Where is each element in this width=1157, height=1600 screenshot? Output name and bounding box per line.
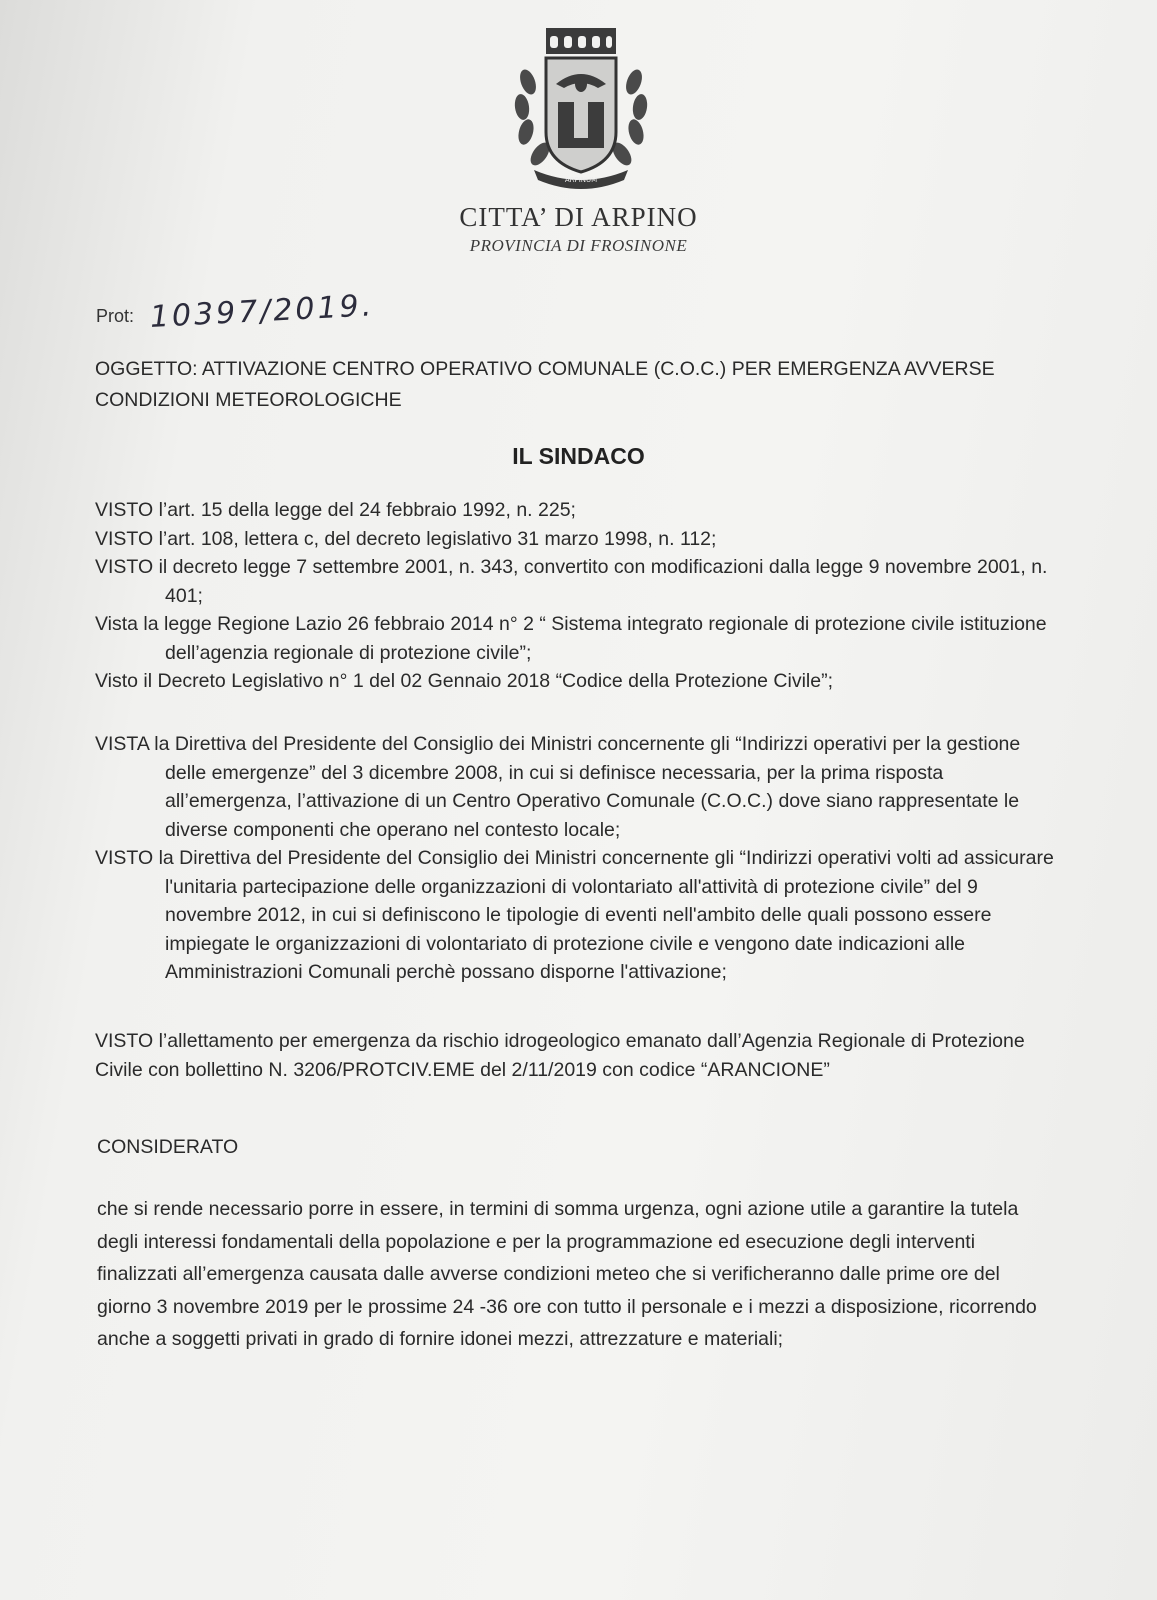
visto-item: VISTO la Direttiva del Presidente del Consiglio dei Ministri concernente gli “Indirizzi operativi volti ad assicurare l'unitaria partecipazione delle organizzazioni di volontariato all'attività di protezione civile” del 9 novembre 2012, in cui si definiscono le tipologie di eventi nell'ambito delle quali possono essere impiegate le organizzazioni di volontariato di protezione civile e vengono date indicazioni alle Amministrazioni Comunali perchè possano disporne l'attivazione;	[95, 847, 1054, 983]
visto-item: VISTO l’art. 108, lettera c, del decreto legislativo 31 marzo 1998, n. 112;	[95, 527, 717, 550]
visto-list-1	[95, 496, 1055, 696]
considerato-label: CONSIDERATO	[97, 1136, 239, 1158]
visto-item: VISTA la Direttiva del Presidente del Consiglio dei Ministri concernente gli “Indirizzi operativi per la gestione delle emergenze” del 3 dicembre 2008, in cui si definisce necessaria, per la prima risposta all’emergenza, l’attivazione di un Centro Operativo Comunale (C.O.C.) dove siano rappresentate le diverse componenti che operano nel contesto locale;	[95, 733, 1021, 841]
protocol-handwritten-number: 10397/2019.	[149, 288, 376, 335]
visto-item: Vista la legge Regione Lazio 26 febbraio 2014 n° 2 “ Sistema integrato regionale di protezione civile istituzione dell’agenzia regionale di protezione civile”;	[95, 613, 1047, 664]
protocol-label: Prot:	[96, 306, 135, 326]
province-subtitle: PROVINCIA DI FROSINONE	[469, 236, 688, 255]
subject-line: OGGETTO: ATTIVAZIONE CENTRO OPERATIVO COMUNALE (C.O.C.) PER EMERGENZA AVVERSE CONDIZIONI METEOROLOGICHE	[95, 358, 995, 411]
allertamento-paragraph: VISTO l’allettamento per emergenza da rischio idrogeologico emanato dall’Agenzia Regionale di Protezione Civile con bollettino N. 3206/PROTCIV.EME del 2/11/2019 con codice “ARANCIONE”	[95, 1030, 1025, 1081]
section-heading-sindaco: IL SINDACO	[512, 443, 645, 469]
visto-item: Visto il Decreto Legislativo n° 1 del 02 Gennaio 2018 “Codice della Protezione Civile”;	[95, 670, 834, 692]
visto-item: VISTO l’art. 15 della legge del 24 febbraio 1992, n. 225;	[95, 499, 576, 521]
considerato-text: che si rende necessario porre in essere, in termini di somma urgenza, ogni azione utile a garantire la tutela degli interessi fondamentali della popolazione e per la programmazione ed esecuzione degli interventi finalizzati all’emergenza causata dalle avverse condizioni meteo che si verificheranno dalle prime ore del giorno 3 novembre 2019 per le prossime 24 -36 ore con tutto il personale e i mezzi a disposizione, ricorrendo anche a soggetti privati in grado di fornire idonei mezzi, attrezzature e materiali;	[97, 1198, 1037, 1350]
visto-list-2	[95, 730, 1055, 987]
arpino-coat-of-arms-icon	[506, 22, 656, 192]
svg-text:ARPINUM: ARPINUM	[564, 176, 598, 184]
visto-item: VISTO il decreto legge 7 settembre 2001, n. 343, convertito con modificazioni dalla legge 9 novembre 2001, n. 401;	[95, 556, 1048, 607]
city-title: CITTA’ DI ARPINO	[459, 202, 698, 232]
